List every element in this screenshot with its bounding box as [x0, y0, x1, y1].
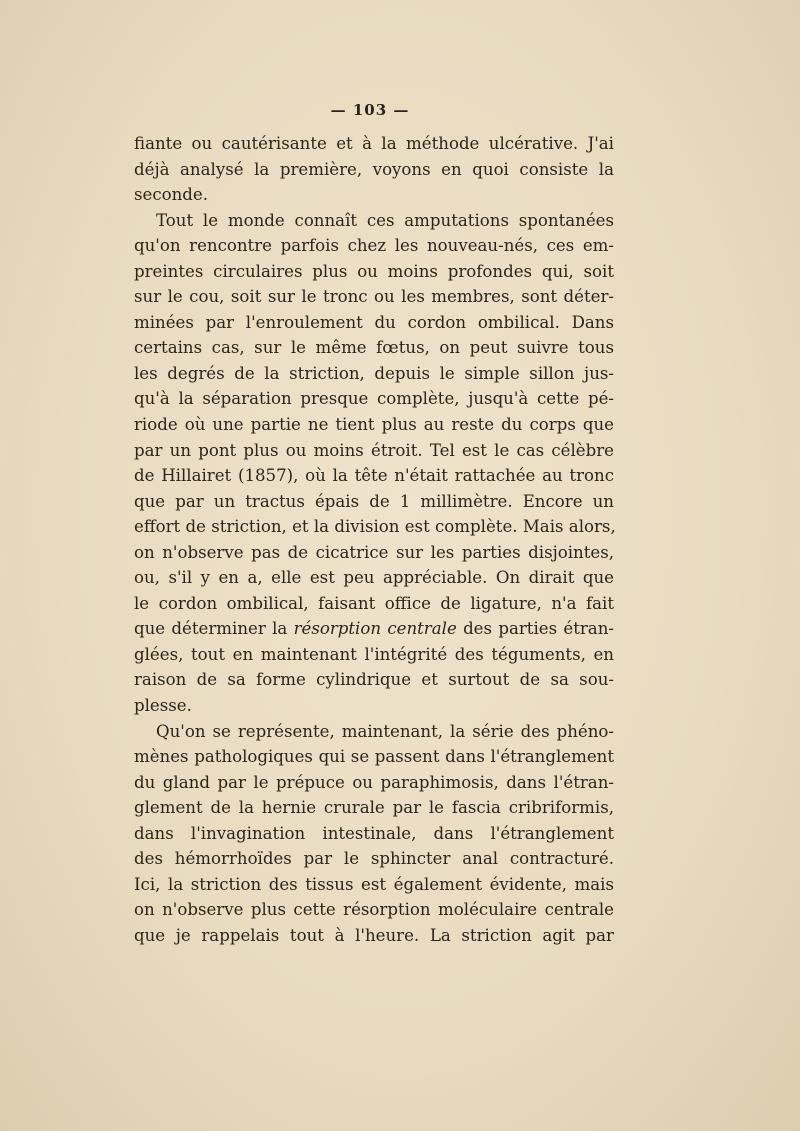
- text-line: qu'on rencontre parfois chez les nouveau-nés, ces em-: [134, 236, 614, 256]
- text-line: des hémorrhoïdes par le sphincter anal contracturé.: [134, 849, 614, 869]
- text-line: effort de striction, et la division est complète. Mais alors,: [134, 517, 616, 537]
- text-line: on n'observe pas de cicatrice sur les parties disjointes,: [134, 542, 614, 562]
- text-line: dans l'invagination intestinale, dans l'étranglement: [134, 823, 614, 843]
- text-line: que je rappelais tout à l'heure. La striction agit par: [134, 925, 614, 945]
- text-line: on n'observe plus cette résorption moléculaire centrale: [134, 900, 614, 920]
- text-line: glement de la hernie crurale par le fascia cribriformis,: [134, 798, 614, 818]
- text-line: déjà analysé la première, voyons en quoi consiste la: [134, 159, 614, 179]
- text-line: le cordon ombilical, faisant office de ligature, n'a fait: [134, 593, 614, 613]
- page-number: — 103 —: [330, 101, 410, 119]
- text-line: Ici, la striction des tissus est également évidente, mais: [134, 874, 614, 894]
- text-line: Tout le monde connaît ces amputations spontanées: [156, 210, 614, 230]
- text-line: [134, 616, 614, 642]
- text-line: seconde.: [134, 185, 209, 205]
- text-line: ou, s'il y en a, elle est peu appréciable. On dirait que: [134, 568, 614, 588]
- text-line: preintes circulaires plus ou moins profondes qui, soit: [134, 261, 614, 281]
- text-line: de Hillairet (1857), où la tête n'était rattachée au tronc: [134, 466, 614, 486]
- text-line: plesse.: [134, 696, 192, 716]
- text-line: que par un tractus épais de 1 millimètre. Encore un: [134, 491, 614, 511]
- text-line: mènes pathologiques qui se passent dans l'étranglement: [134, 747, 614, 767]
- text-line: riode où une partie ne tient plus au reste du corps que: [134, 415, 614, 435]
- text-line: fiante ou cautérisante et à la méthode ulcérative. J'ai: [134, 134, 614, 153]
- text-line: du gland par le prépuce ou paraphimosis, dans l'étran-: [134, 772, 614, 792]
- italic-term: résorption centrale: [293, 619, 457, 639]
- text-segment: des parties étran-: [456, 619, 614, 639]
- text-line: glées, tout en maintenant l'intégrité des téguments, en: [134, 644, 614, 664]
- body-text: [134, 131, 614, 949]
- text-line: Qu'on se représente, maintenant, la série des phéno-: [156, 721, 614, 741]
- text-segment: que déterminer la: [134, 619, 294, 639]
- text-line: sur le cou, soit sur le tronc ou les membres, sont déter-: [134, 287, 614, 307]
- text-line: raison de sa forme cylindrique et surtout de sa sou-: [134, 670, 614, 690]
- text-line: qu'à la séparation presque complète, jusqu'à cette pé-: [134, 389, 614, 409]
- text-line: minées par l'enroulement du cordon ombilical. Dans: [134, 312, 614, 332]
- text-line: certains cas, sur le même fœtus, on peut suivre tous: [134, 338, 614, 358]
- text-line: par un pont plus ou moins étroit. Tel est le cas célèbre: [134, 440, 614, 460]
- text-line: les degrés de la striction, depuis le simple sillon jus-: [134, 363, 614, 383]
